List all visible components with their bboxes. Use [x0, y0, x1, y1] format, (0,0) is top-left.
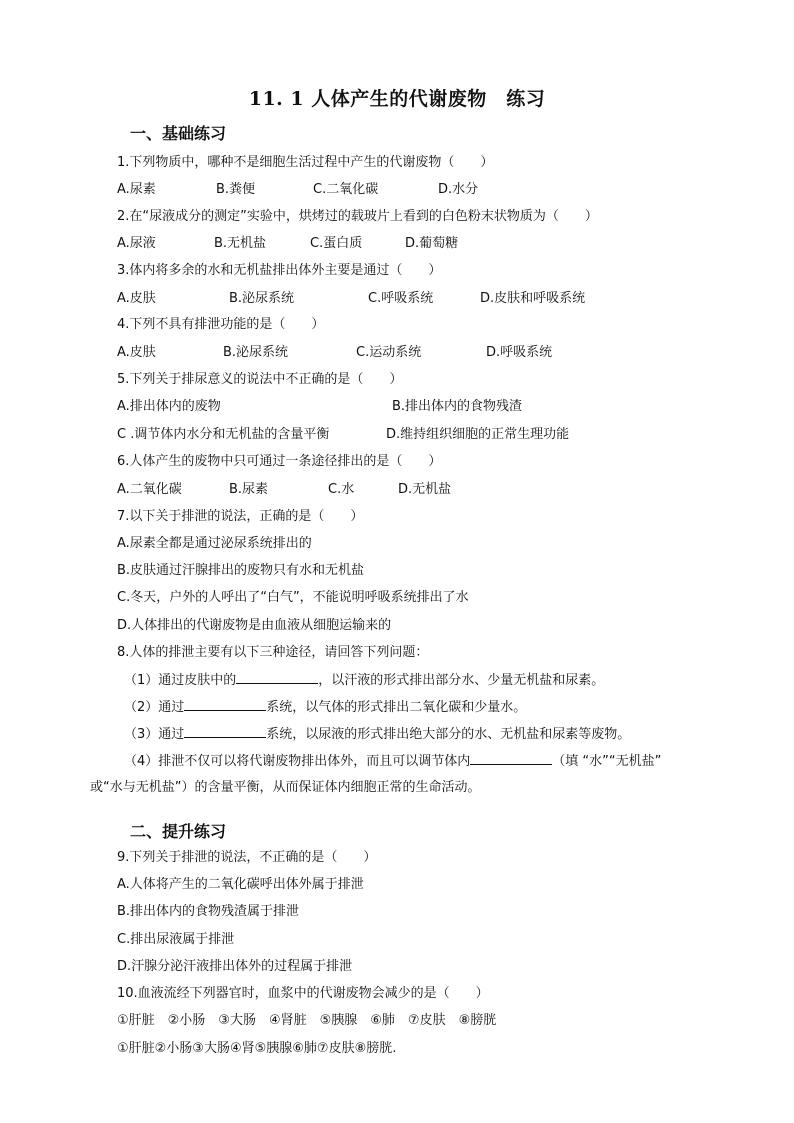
question-5-option-d: D.维持组织细胞的正常生理功能	[386, 427, 570, 442]
question-8-stem: 8.人体的排泄主要有以下三种途径，请回答下列问题：	[117, 645, 429, 660]
question-7-option-c: C.冬天，户外的人呼出了“白气”，不能说明呼吸系统排出了水	[117, 590, 469, 605]
section-heading-advanced: 二、提升练习	[130, 822, 227, 841]
question-8-part-4-after: （填 “水”“无机盐”	[552, 754, 662, 769]
question-7-option-d: D.人体排出的代谢废物是由血液从细胞运输来的	[117, 618, 392, 633]
question-4-option-c: C.运动系统	[356, 345, 422, 360]
question-9-option-d: D.汗腺分泌汗液排出体外的过程属于排泄	[117, 959, 353, 974]
question-8-part-2-before: （2）通过	[124, 700, 185, 715]
question-2-stem: 2.在“尿液成分的测定”实验中，烘烤过的载玻片上看到的白色粉末状物质为（ ）	[117, 209, 598, 224]
question-9-option-c: C.排出尿液属于排泄	[117, 932, 235, 947]
question-6-option-c: C.水	[328, 482, 355, 497]
question-2-option-c: C.蛋白质	[310, 236, 363, 251]
answer-blank-1[interactable]	[236, 671, 318, 684]
question-3-option-b: B.泌尿系统	[229, 291, 295, 306]
page-title: 11. 1 人体产生的代谢废物 练习	[248, 88, 546, 110]
question-1-option-d: D.水分	[438, 182, 479, 197]
question-8-part-2-after: 系统，以气体的形式排出二氧化碳和少量水。	[266, 700, 527, 715]
question-4-option-d: D.呼吸系统	[486, 345, 553, 360]
question-1-option-a: A.尿素	[117, 182, 156, 197]
question-4-stem: 4.下列不具有排泄功能的是（ ）	[117, 317, 325, 332]
question-5-option-b: B.排出体内的食物残渣	[392, 399, 523, 414]
question-8-part-3-after: 系统，以尿液的形式排出绝大部分的水、无机盐和尿素等废物。	[266, 727, 631, 742]
question-3-option-c: C.呼吸系统	[368, 291, 434, 306]
question-8-part-4-before: （4）排泄不仅可以将代谢废物排出体外，而且可以调节体内	[124, 754, 471, 769]
question-2-option-a: A.尿液	[117, 236, 156, 251]
question-8-part-2	[124, 698, 526, 717]
question-9-stem: 9.下列关于排泄的说法，不正确的是（ ）	[117, 850, 377, 865]
question-6-stem: 6.人体产生的废物中只可通过一条途径排出的是（ ）	[117, 454, 442, 469]
question-10-organ-list-compact: ①肝脏②小肠③大肠④肾⑤胰腺⑥肺⑦皮肤⑧膀胱.	[117, 1041, 397, 1056]
question-4-option-a: A.皮肤	[117, 345, 156, 360]
question-8-part-3	[124, 725, 630, 744]
question-9-option-a: A.人体将产生的二氧化碳呼出体外属于排泄	[117, 877, 364, 892]
question-3-stem: 3.体内将多余的水和无机盐排出体外主要是通过（ ）	[117, 263, 442, 278]
question-4-option-b: B.泌尿系统	[223, 345, 289, 360]
question-6-option-d: D.无机盐	[398, 482, 452, 497]
question-3-option-d: D.皮肤和呼吸系统	[480, 291, 586, 306]
answer-blank-2[interactable]	[184, 698, 266, 711]
question-5-stem: 5.下列关于排尿意义的说法中不正确的是（ ）	[117, 372, 403, 387]
question-10-stem: 10.血液流经下列器官时，血浆中的代谢废物会减少的是（ ）	[117, 986, 489, 1001]
question-1-stem: 1.下列物质中，哪种不是细胞生活过程中产生的代谢废物（ ）	[117, 155, 494, 170]
question-2-option-d: D.葡萄糖	[405, 236, 459, 251]
answer-blank-3[interactable]	[184, 725, 266, 738]
question-10-organ-list: ①肝脏 ②小肠 ③大肠 ④肾脏 ⑤胰腺 ⑥肺 ⑦皮肤 ⑧膀胱	[117, 1013, 497, 1028]
question-1-option-c: C.二氧化碳	[313, 182, 379, 197]
question-5-option-c: C .调节体内水分和无机盐的含量平衡	[117, 427, 330, 442]
question-8-part-1	[124, 671, 604, 690]
section-heading-basic: 一、基础练习	[130, 124, 227, 143]
question-8-part-4-continued: 或“水与无机盐”）的含量平衡，从而保证体内细胞正常的生命活动。	[90, 780, 481, 795]
question-3-option-a: A.皮肤	[117, 291, 156, 306]
question-6-option-b: B.尿素	[229, 482, 269, 497]
question-7-option-b: B.皮肤通过汗腺排出的废物只有水和无机盐	[117, 563, 365, 578]
question-9-option-b: B.排出体内的食物残渣属于排泄	[117, 904, 300, 919]
question-8-part-3-before: （3）通过	[124, 727, 185, 742]
question-8-part-1-after: ，以汗液的形式排出部分水、少量无机盐和尿素。	[318, 673, 605, 688]
question-7-stem: 7.以下关于排泄的说法，正确的是（ ）	[117, 509, 364, 524]
answer-blank-4[interactable]	[470, 752, 552, 765]
question-6-option-a: A.二氧化碳	[117, 482, 182, 497]
question-2-option-b: B.无机盐	[214, 236, 267, 251]
question-8-part-4	[124, 752, 661, 771]
question-8-part-1-before: （1）通过皮肤中的	[124, 673, 237, 688]
question-1-option-b: B.粪便	[216, 182, 256, 197]
question-7-option-a: A.尿素全都是通过泌尿系统排出的	[117, 536, 312, 551]
question-5-option-a: A.排出体内的废物	[117, 399, 221, 414]
